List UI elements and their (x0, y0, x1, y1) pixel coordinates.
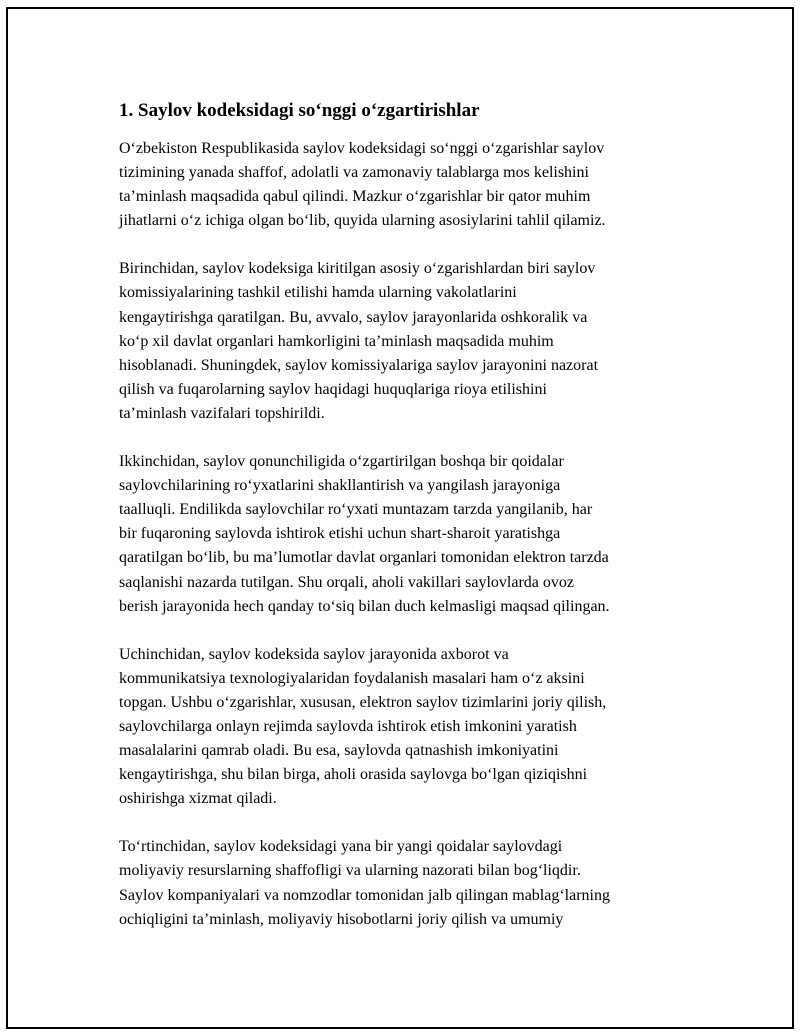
paragraph-first: Birinchidan, saylov kodeksiga kiritilgan asosiy o‘zgarishlardan biri saylov komissiyalarining tashkil etilishi hamda ularning vakolatlarini kengaytirishga qaratilgan. Bu, avvalo, saylov jarayonlarida oshkoralik va ko‘p xil davlat organlari hamkorligini ta’minlash maqsadida muhim hisoblanadi. Shuningdek, saylov komissiyalariga saylov jarayonini nazorat qilish va fuqarolarning saylov haqidagi huquqlariga rioya etilishini ta’minlash vazifalari topshirildi. (119, 260, 599, 422)
page-frame (6, 7, 794, 1029)
paragraph-fourth: To‘rtinchidan, saylov kodeksidagi yana bir yangi qoidalar saylovdagi moliyaviy resurslarning shaffofligi va ularning nazorati bilan bog‘liqdir. Saylov kompaniyalari va nomzodlar tomonidan jalb qilingan mablag‘larning ochiqligini ta’minlash, moliyaviy hisobotlarni joriy qilish va umumiy (119, 838, 610, 928)
paragraph-third: Uchinchidan, saylov kodeksida saylov jarayonida axborot va kommunikatsiya texnologiyalaridan foydalanish masalari ham o‘z aksini topgan. Ushbu o‘zgarishlar, xususan, elektron saylov tizimlarini joriy qilish, saylovchilarga onlayn rejimda saylovda ishtirok etish imkonini yaratish masalalarini qamrab oladi. Bu esa, saylovda qatnashish imkoniyatini kengaytirishga, shu bilan birga, aholi orasida saylovga bo‘lgan qiziqishni oshirishga xizmat qiladi. (119, 645, 607, 808)
document-body (119, 99, 699, 956)
paragraph-second: Ikkinchidan, saylov qonunchiligida o‘zgartirilgan boshqa bir qoidalar saylovchilarining ro‘yxatlarini shakllantirish va yangilash jarayoniga taalluqli. Endilikda saylovchilar ro‘yxati muntazam tarzda yangilanib, har bir fuqaroning saylovda ishtirok etishi uchun shart-sharoit yaratishga qaratilgan bo‘lib, bu ma’lumotlar davlat organlari tomonidan elektron tarzda saqlanishi nazarda tutilgan. Shu orqali, aholi vakillari saylovlarda ovoz berish jarayonida hech qanday to‘siq bilan duch kelmasligi maqsad qilingan. (119, 453, 610, 615)
paragraph-intro: O‘zbekiston Respublikasida saylov kodeksidagi so‘nggi o‘zgarishlar saylov tizimining yanada shaffof, adolatli va zamonaviy talablarga mos kelishini ta’minlash maqsadida qabul qilindi. Mazkur o‘zgarishlar bir qator muhim jihatlarni o‘z ichiga olgan bo‘lib, quyida ularning asosiylarini tahlil qilamiz. (119, 140, 606, 230)
section-heading: 1. Saylov kodeksidagi so‘nggi o‘zgartirishlar (119, 100, 480, 121)
